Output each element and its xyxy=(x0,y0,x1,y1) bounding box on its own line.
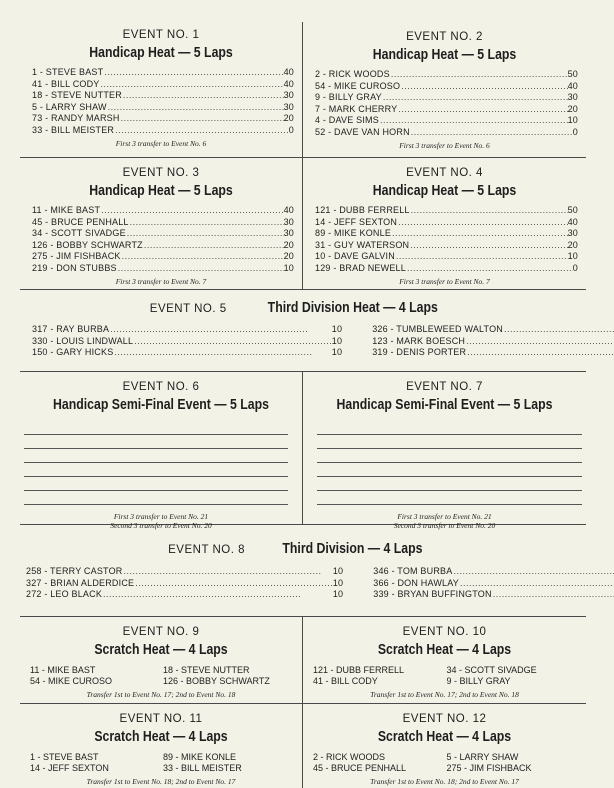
rider-name: 123 - MARK BOESCH xyxy=(372,335,466,346)
handicap-points: 10 xyxy=(332,566,344,576)
handicap-points: 20 xyxy=(567,239,578,250)
handicap-points: 0 xyxy=(288,124,294,135)
rider-name: 18 - STEVE NUTTER xyxy=(163,665,250,675)
rider-entry xyxy=(26,566,343,578)
handicap-points: 40 xyxy=(283,78,294,89)
entry-list-left xyxy=(30,752,163,774)
rider-name: 150 - GARY HICKS xyxy=(32,347,114,357)
handicap-points: 20 xyxy=(283,239,294,250)
dot-leader xyxy=(382,92,568,104)
entry-list xyxy=(32,67,294,136)
dot-leader xyxy=(133,336,332,348)
rider-entry xyxy=(315,217,578,229)
event-number: EVENT NO. 6 xyxy=(122,381,200,393)
dot-leader xyxy=(107,102,284,114)
event-number: EVENT NO. 10 xyxy=(402,626,487,638)
transfer-note: First 3 transfer to Event No. 7 xyxy=(399,277,490,286)
row-events-1-2 xyxy=(20,22,586,158)
dot-leader xyxy=(103,67,283,79)
dot-leader xyxy=(134,578,333,590)
entry-columns xyxy=(26,566,578,601)
handicap-points: 10 xyxy=(332,577,344,588)
rider-entry xyxy=(32,113,294,125)
entry-list-right xyxy=(447,752,581,774)
handicap-points: 30 xyxy=(283,216,294,227)
rider-name: 89 - MIKE KONLE xyxy=(315,228,392,238)
event-number: EVENT NO. 2 xyxy=(406,31,483,43)
handicap-points: 10 xyxy=(567,251,578,261)
handicap-points: 50 xyxy=(567,205,578,215)
rider-name: 33 - BILL MEISTER xyxy=(32,124,115,135)
event-5 xyxy=(20,290,586,371)
rider-name: 326 - TUMBLEWEED WALTON xyxy=(372,324,503,334)
event-1 xyxy=(20,22,303,157)
rider-name: 18 - STEVE NUTTER xyxy=(32,90,122,100)
blank-line xyxy=(317,449,582,463)
rider-name: 346 - TOM BURBA xyxy=(373,566,453,576)
entry-columns xyxy=(30,752,296,774)
event-9 xyxy=(20,617,303,703)
dot-leader xyxy=(503,324,614,336)
dot-leader xyxy=(410,205,568,217)
dot-leader xyxy=(102,589,333,601)
handicap-points: 40 xyxy=(283,67,294,77)
dot-leader xyxy=(100,79,284,91)
entry-list-right xyxy=(163,752,296,774)
row-event-5 xyxy=(20,290,586,372)
event-title: Handicap Semi-Final Event — 5 Laps xyxy=(336,396,553,413)
rider-entry xyxy=(32,336,342,348)
dot-leader xyxy=(492,589,614,601)
event-title: Scratch Heat — 4 Laps xyxy=(377,641,512,658)
dot-leader xyxy=(117,263,284,275)
rider-entry xyxy=(32,205,294,217)
rider-entry xyxy=(372,347,614,359)
dot-leader xyxy=(114,125,289,137)
row-events-6-7 xyxy=(20,372,586,530)
dot-leader xyxy=(121,251,284,263)
event-number: EVENT NO. 5 xyxy=(149,303,227,315)
blank-line xyxy=(24,491,288,505)
rider-entry xyxy=(315,127,578,139)
transfer-note: First 3 transfer to Event No. 6 xyxy=(115,139,207,148)
event-6 xyxy=(20,372,303,530)
dot-leader xyxy=(109,324,332,336)
transfer-note: Second 3 transfer to Event No. 20 xyxy=(393,521,496,530)
rider-name: 10 - DAVE GALVIN xyxy=(315,251,395,261)
rider-name: 121 - DUBB FERRELL xyxy=(315,205,410,215)
entry-list xyxy=(32,205,294,274)
rider-name: 31 - GUY WATERSON xyxy=(315,239,410,250)
handicap-points: 10 xyxy=(331,347,343,357)
dot-leader xyxy=(129,217,284,229)
dot-leader xyxy=(409,240,567,252)
result-blank-lines xyxy=(22,421,290,505)
dot-leader xyxy=(406,263,573,275)
rider-name: 52 - DAVE VAN HORN xyxy=(315,126,410,137)
event-title: Handicap Semi-Final Event — 5 Laps xyxy=(53,396,269,413)
rider-entry xyxy=(315,240,578,252)
rider-entry xyxy=(26,578,343,590)
rider-name: 5 - LARRY SHAW xyxy=(32,101,107,112)
handicap-points: 30 xyxy=(283,101,294,112)
entry-list-right xyxy=(447,665,581,687)
entry-list-left xyxy=(32,324,342,359)
blank-line xyxy=(24,421,288,435)
entry-list-right xyxy=(163,665,296,687)
dot-leader xyxy=(120,113,284,125)
rider-entry xyxy=(315,115,578,127)
rider-name: 34 - SCOTT SIVADGE xyxy=(32,228,126,238)
rider-name: 9 - BILLY GRAY xyxy=(446,676,511,686)
rider-name: 126 - BOBBY SCHWARTZ xyxy=(32,239,143,250)
rider-name: 339 - BRYAN BUFFINGTON xyxy=(373,589,492,599)
handicap-points: 40 xyxy=(283,205,294,215)
rider-entry xyxy=(32,125,294,137)
handicap-points: 10 xyxy=(331,335,343,346)
rider-entry xyxy=(32,324,342,336)
rider-entry xyxy=(372,336,614,348)
entry-columns xyxy=(30,665,296,687)
event-number: EVENT NO. 8 xyxy=(168,544,245,556)
dot-leader xyxy=(397,104,567,116)
dot-leader xyxy=(459,578,614,590)
rider-entry xyxy=(32,263,294,275)
transfer-note: Second 3 transfer to Event No. 20 xyxy=(110,521,212,530)
entry-list-left xyxy=(313,752,447,774)
dot-leader xyxy=(122,90,284,102)
rider-name: 1 - STEVE BAST xyxy=(30,752,99,762)
event-number: EVENT NO. 7 xyxy=(406,381,483,393)
event-11 xyxy=(20,704,303,788)
entry-columns xyxy=(32,324,578,359)
rider-entry xyxy=(373,566,614,578)
rider-entry xyxy=(26,589,343,601)
rider-entry xyxy=(315,228,578,240)
rider-name: 33 - BILL MEISTER xyxy=(163,763,242,773)
rider-entry xyxy=(32,90,294,102)
row-events-9-10 xyxy=(20,617,586,704)
rider-name: 275 - JIM FISHBACK xyxy=(446,763,532,773)
rider-name: 45 - BRUCE PENHALL xyxy=(313,763,407,773)
rider-name: 41 - BILL CODY xyxy=(313,676,378,686)
dot-leader xyxy=(400,81,567,93)
event-10 xyxy=(303,617,586,703)
dot-leader xyxy=(395,251,568,263)
rider-name: 2 - RICK WOODS xyxy=(313,752,386,762)
dot-leader xyxy=(100,205,283,217)
entry-list-left xyxy=(26,566,343,601)
transfer-note: First 3 transfer to Event No. 21 xyxy=(397,512,492,521)
transfer-note: First 3 transfer to Event No. 21 xyxy=(113,512,209,521)
handicap-points: 20 xyxy=(283,251,294,261)
rider-name: 41 - BILL CODY xyxy=(32,78,100,89)
rider-name: 5 - LARRY SHAW xyxy=(446,752,519,762)
dot-leader xyxy=(143,240,284,252)
rider-name: 258 - TERRY CASTOR xyxy=(26,566,123,576)
rider-entry xyxy=(315,81,578,93)
entry-columns xyxy=(313,665,580,687)
event-title: Scratch Heat — 4 Laps xyxy=(94,641,228,658)
dot-leader xyxy=(113,347,331,359)
handicap-points: 30 xyxy=(283,228,294,238)
rider-entry xyxy=(32,217,294,229)
event-number: EVENT NO. 1 xyxy=(122,29,200,41)
handicap-points: 50 xyxy=(567,69,578,79)
event-number: EVENT NO. 11 xyxy=(119,713,203,725)
event-7 xyxy=(303,372,586,530)
handicap-points: 20 xyxy=(567,103,578,114)
rider-entry xyxy=(373,589,614,601)
dot-leader xyxy=(390,69,568,81)
rider-name: 89 - MIKE KONLE xyxy=(163,752,237,762)
event-title: Third Division — 4 Laps xyxy=(282,540,423,557)
event-number: EVENT NO. 12 xyxy=(402,713,487,725)
rider-name: 330 - LOUIS LINDWALL xyxy=(32,335,134,346)
entry-list-left xyxy=(313,665,447,687)
blank-line xyxy=(24,435,288,449)
rider-name: 54 - MIKE CUROSO xyxy=(30,676,113,686)
rider-entry xyxy=(32,251,294,263)
rider-name: 7 - MARK CHERRY xyxy=(315,103,398,114)
blank-line xyxy=(317,463,582,477)
entry-columns xyxy=(313,752,580,774)
rider-name: 11 - MIKE BAST xyxy=(32,205,101,215)
event-title: Third Division Heat — 4 Laps xyxy=(267,299,438,316)
event-title: Scratch Heat — 4 Laps xyxy=(94,728,228,745)
handicap-points: 30 xyxy=(283,90,294,100)
rider-name: 366 - DON HAWLAY xyxy=(373,577,459,588)
dot-leader xyxy=(466,347,614,359)
rider-entry xyxy=(32,347,342,359)
rider-name: 34 - SCOTT SIVADGE xyxy=(446,665,537,675)
rider-entry xyxy=(315,104,578,116)
event-header xyxy=(20,298,586,318)
transfer-note: First 3 transfer to Event No. 6 xyxy=(399,141,490,150)
entry-list xyxy=(315,69,578,138)
dot-leader xyxy=(452,566,614,578)
event-number: EVENT NO. 9 xyxy=(122,626,200,638)
entry-list-right xyxy=(372,324,614,359)
rider-entry xyxy=(32,228,294,240)
dot-leader xyxy=(379,115,568,127)
event-header xyxy=(20,539,586,559)
dot-leader xyxy=(391,228,568,240)
handicap-points: 30 xyxy=(567,228,578,238)
rider-name: 2 - RICK WOODS xyxy=(315,69,390,79)
handicap-points: 40 xyxy=(567,80,578,91)
transfer-note: Transfer 1st to Event No. 17; 2nd to Event No. 18 xyxy=(370,690,519,699)
rider-name: 14 - JEFF SEXTON xyxy=(30,763,109,773)
row-event-8 xyxy=(20,525,586,617)
rider-name: 126 - BOBBY SCHWARTZ xyxy=(163,676,270,686)
handicap-points: 20 xyxy=(283,113,294,123)
event-title: Scratch Heat — 4 Laps xyxy=(377,728,512,745)
event-3 xyxy=(20,158,303,289)
event-title: Handicap Heat — 5 Laps xyxy=(89,44,233,61)
rider-name: 11 - MIKE BAST xyxy=(30,665,96,675)
entry-list-left xyxy=(30,665,163,687)
event-title: Handicap Heat — 5 Laps xyxy=(372,182,517,199)
handicap-points: 0 xyxy=(572,262,578,273)
rider-name: 317 - RAY BURBA xyxy=(32,324,110,334)
row-events-3-4 xyxy=(20,158,586,290)
row-events-11-12 xyxy=(20,704,586,788)
dot-leader xyxy=(397,217,568,229)
rider-name: 327 - BRIAN ALDERDICE xyxy=(26,577,135,588)
event-title: Handicap Heat — 5 Laps xyxy=(89,182,233,199)
rider-entry xyxy=(373,578,614,590)
rider-name: 54 - MIKE CUROSO xyxy=(315,80,401,91)
dot-leader xyxy=(126,228,284,240)
entry-list-right xyxy=(373,566,614,601)
rider-entry xyxy=(315,205,578,217)
event-8 xyxy=(20,525,586,616)
result-blank-lines xyxy=(315,421,584,505)
rider-entry xyxy=(32,67,294,79)
rider-name: 14 - JEFF SEXTON xyxy=(315,216,398,227)
blank-line xyxy=(317,435,582,449)
rider-entry xyxy=(315,263,578,275)
event-number: EVENT NO. 3 xyxy=(122,167,200,179)
handicap-points: 10 xyxy=(567,115,578,125)
rider-name: 275 - JIM FISHBACK xyxy=(32,251,121,261)
rider-entry xyxy=(315,69,578,81)
transfer-note: First 3 transfer to Event No. 7 xyxy=(115,277,207,286)
blank-line xyxy=(317,477,582,491)
transfer-note: Transfer 1st to Event No. 17; 2nd to Event No. 18 xyxy=(86,690,236,699)
rider-name: 129 - BRAD NEWELL xyxy=(315,262,406,273)
blank-line xyxy=(317,421,582,435)
race-program-page xyxy=(20,22,586,788)
rider-entry xyxy=(32,79,294,91)
dot-leader xyxy=(465,336,614,348)
rider-name: 121 - DUBB FERRELL xyxy=(313,665,405,675)
event-2 xyxy=(303,22,586,157)
blank-line xyxy=(24,463,288,477)
rider-entry xyxy=(315,92,578,104)
handicap-points: 40 xyxy=(567,216,578,227)
rider-name: 4 - DAVE SIMS xyxy=(315,115,379,125)
blank-line xyxy=(317,491,582,505)
rider-entry xyxy=(372,324,614,336)
event-4 xyxy=(303,158,586,289)
rider-entry xyxy=(315,251,578,263)
transfer-note: Transfer 1st to Event No. 18; 2nd to Event No. 17 xyxy=(86,777,236,786)
rider-name: 219 - DON STUBBS xyxy=(32,262,117,273)
dot-leader xyxy=(410,127,573,139)
handicap-points: 10 xyxy=(332,589,344,599)
rider-entry xyxy=(32,102,294,114)
event-12 xyxy=(303,704,586,788)
dot-leader xyxy=(122,566,332,578)
event-title: Handicap Heat — 5 Laps xyxy=(372,46,517,63)
transfer-note: Transfer 1st to Event No. 18; 2nd to Event No. 17 xyxy=(370,777,519,786)
rider-entry xyxy=(32,240,294,252)
rider-name: 1 - STEVE BAST xyxy=(32,67,104,77)
handicap-points: 0 xyxy=(572,126,578,137)
rider-name: 9 - BILLY GRAY xyxy=(315,92,382,102)
blank-line xyxy=(24,449,288,463)
rider-name: 73 - RANDY MARSH xyxy=(32,113,120,123)
entry-list xyxy=(315,205,578,274)
event-number: EVENT NO. 4 xyxy=(406,167,483,179)
handicap-points: 10 xyxy=(283,262,294,273)
blank-line xyxy=(24,477,288,491)
handicap-points: 30 xyxy=(567,92,578,102)
rider-name: 45 - BRUCE PENHALL xyxy=(32,216,129,227)
rider-name: 319 - DENIS PORTER xyxy=(372,347,467,357)
rider-name: 272 - LEO BLACK xyxy=(26,589,103,599)
handicap-points: 10 xyxy=(331,324,343,334)
